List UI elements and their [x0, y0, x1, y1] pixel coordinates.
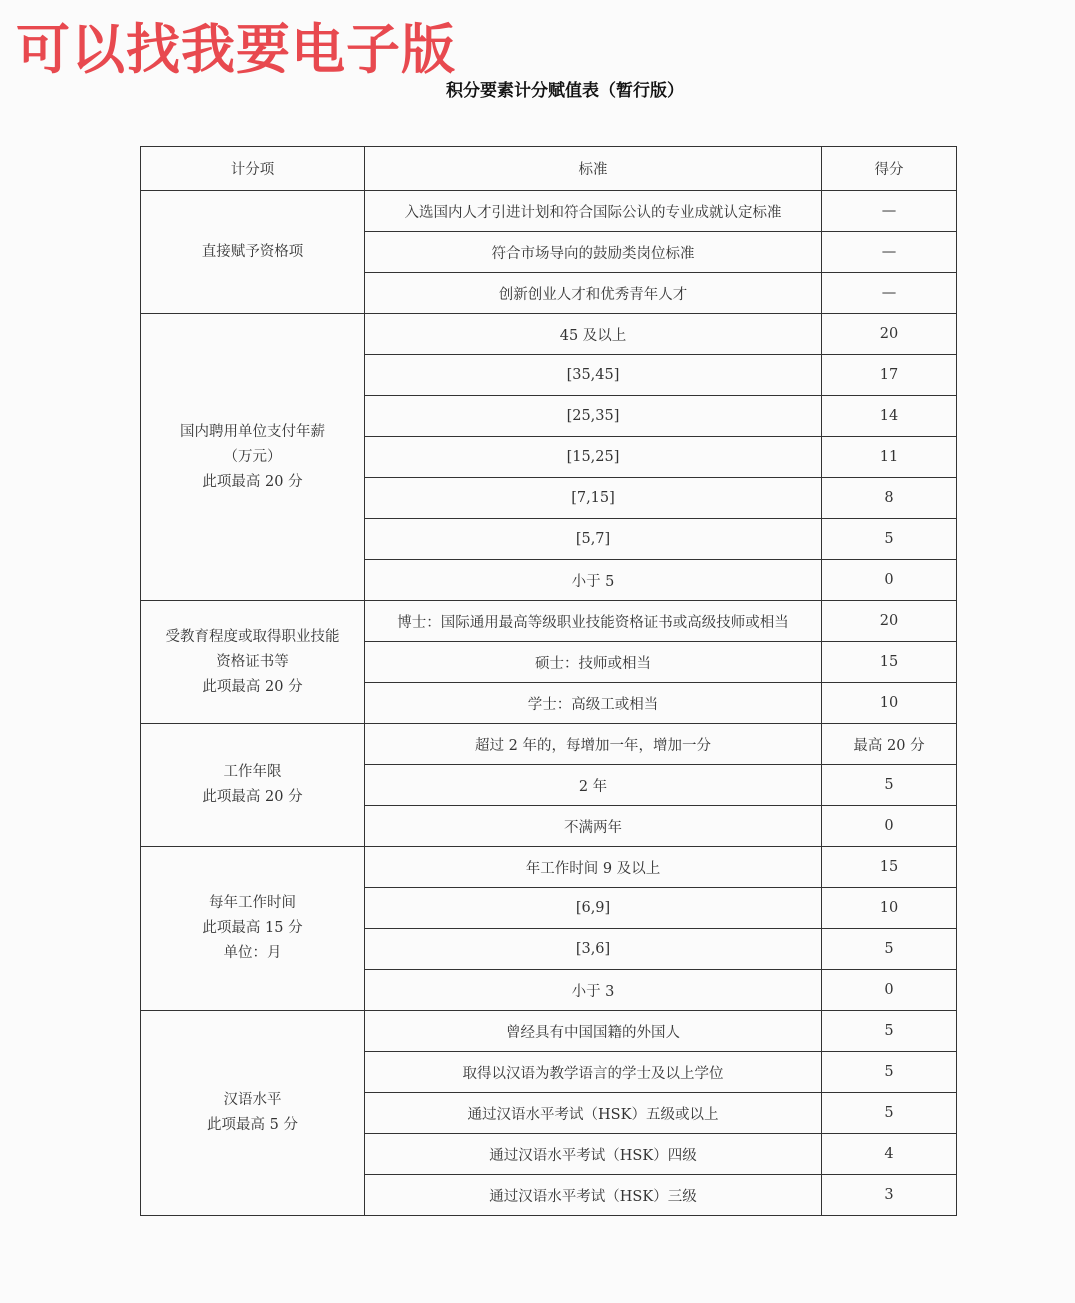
score-cell: 10 [822, 683, 957, 724]
page-title: 积分要素计分赋值表（暂行版） [446, 81, 684, 101]
category-label: 国内聘用单位支付年薪 [180, 423, 325, 440]
category-label: 此项最高 20 分 [202, 473, 303, 490]
score-cell: 17 [822, 355, 957, 396]
standard-cell: 小于 5 [365, 560, 822, 601]
category-label: 此项最高 5 分 [207, 1117, 298, 1133]
header-standard: 标准 [365, 147, 822, 191]
standard-cell: 小于 3 [365, 970, 822, 1011]
score-cell: 0 [822, 560, 957, 601]
category-cell [141, 601, 365, 724]
category-label: 直接赋予资格项 [201, 243, 304, 260]
standard-cell: 学士：高级工或相当 [365, 683, 822, 724]
standard-cell: 45 及以上 [365, 314, 822, 355]
score-cell: 0 [822, 806, 957, 847]
category-label: 工作年限 [223, 764, 282, 780]
standard-cell: 2 年 [365, 765, 822, 806]
score-cell: 15 [822, 642, 957, 683]
standard-cell: 入选国内人才引进计划和符合国际公认的专业成就认定标准 [365, 191, 822, 232]
standard-cell: 曾经具有中国国籍的外国人 [365, 1011, 822, 1052]
header-item: 计分项 [141, 147, 365, 191]
score-cell: — [822, 191, 957, 232]
standard-cell: 取得以汉语为教学语言的学士及以上学位 [365, 1052, 822, 1093]
score-cell: 最高 20 分 [822, 724, 957, 765]
standard-cell: 通过汉语水平考试（HSK）三级 [365, 1175, 822, 1216]
category-label: 此项最高 15 分 [202, 920, 303, 936]
category-label: （万元） [223, 448, 282, 465]
category-label: 汉语水平 [223, 1092, 282, 1108]
table-row [141, 191, 957, 232]
table-row [141, 601, 957, 642]
standard-cell: [3,6] [365, 929, 822, 970]
score-cell: — [822, 273, 957, 314]
standard-cell: 博士：国际通用最高等级职业技能资格证书或高级技师或相当 [365, 601, 822, 642]
score-cell: 5 [822, 929, 957, 970]
score-cell: — [822, 232, 957, 273]
category-cell [141, 1011, 365, 1216]
standard-cell: [7,15] [365, 478, 822, 519]
score-cell: 0 [822, 970, 957, 1011]
category-label: 受教育程度或取得职业技能 [165, 628, 340, 645]
score-cell: 14 [822, 396, 957, 437]
score-cell: 5 [822, 519, 957, 560]
standard-cell: [25,35] [365, 396, 822, 437]
score-cell: 5 [822, 1093, 957, 1134]
score-cell: 4 [822, 1134, 957, 1175]
category-label: 此项最高 20 分 [202, 678, 303, 695]
standard-cell: 符合市场导向的鼓励类岗位标准 [365, 232, 822, 273]
score-cell: 5 [822, 765, 957, 806]
score-cell: 10 [822, 888, 957, 929]
table-body [141, 191, 957, 1216]
category-cell [141, 847, 365, 1011]
standard-cell: 通过汉语水平考试（HSK）四级 [365, 1134, 822, 1175]
score-cell: 3 [822, 1175, 957, 1216]
table-row [141, 314, 957, 355]
standard-cell: [15,25] [365, 437, 822, 478]
table-header-row [141, 147, 957, 191]
score-cell: 11 [822, 437, 957, 478]
score-cell: 5 [822, 1052, 957, 1093]
score-cell: 20 [822, 314, 957, 355]
table-row [141, 1011, 957, 1052]
score-cell: 5 [822, 1011, 957, 1052]
standard-cell: 硕士：技师或相当 [365, 642, 822, 683]
standard-cell: 不满两年 [365, 806, 822, 847]
category-label: 每年工作时间 [209, 895, 296, 911]
category-cell [141, 724, 365, 847]
standard-cell: 超过 2 年的，每增加一年，增加一分 [365, 724, 822, 765]
table-row [141, 724, 957, 765]
header-score: 得分 [822, 147, 957, 191]
category-cell [141, 314, 365, 601]
score-cell: 8 [822, 478, 957, 519]
watermark-banner: 可以找我要电子版 [16, 18, 456, 81]
category-label: 资格证书等 [216, 653, 289, 670]
score-cell: 15 [822, 847, 957, 888]
category-label: 此项最高 20 分 [202, 789, 303, 805]
scoring-table [140, 146, 957, 1216]
standard-cell: 年工作时间 9 及以上 [365, 847, 822, 888]
score-cell: 20 [822, 601, 957, 642]
category-cell [141, 191, 365, 314]
standard-cell: [6,9] [365, 888, 822, 929]
standard-cell: 通过汉语水平考试（HSK）五级或以上 [365, 1093, 822, 1134]
category-label: 单位：月 [223, 945, 282, 961]
standard-cell: [35,45] [365, 355, 822, 396]
standard-cell: 创新创业人才和优秀青年人才 [365, 273, 822, 314]
standard-cell: [5,7] [365, 519, 822, 560]
table-row [141, 847, 957, 888]
